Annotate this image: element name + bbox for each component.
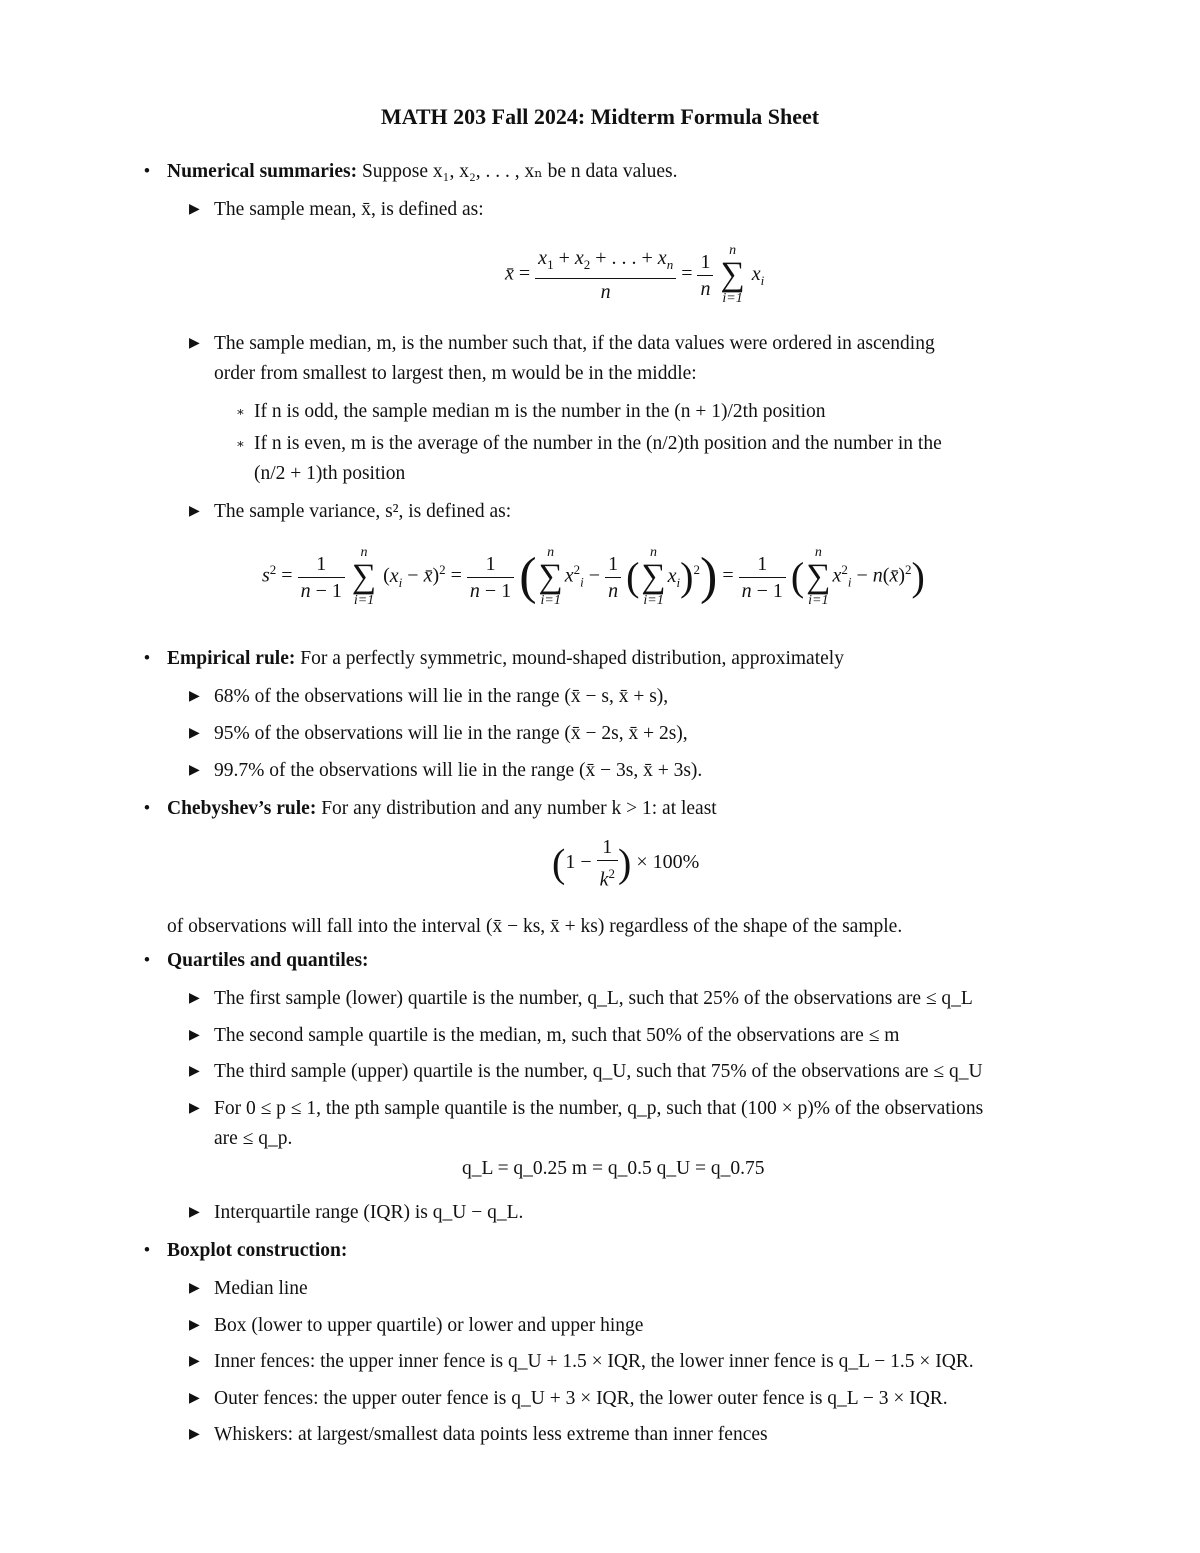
quartile-item-continuation: are ≤ q_p. [214,1128,293,1149]
numerical-summaries-line [167,158,678,186]
bullet-icon: • [143,648,151,669]
numerical-intro: Suppose x₁, x₂, . . . , xₙ be n data values. [361,161,678,182]
boxplot-heading-text: Boxplot construction: [167,1240,348,1261]
quartiles-heading-text: Quartiles and quantiles: [167,950,369,971]
boxplot-item: Outer fences: the upper outer fence is q_U + 3 × IQR, the lower outer fence is q_L − 3 × IQR. [214,1388,948,1409]
sample-variance-formula: $s^2$ = $\frac{1}{n - 1}$ n ∑ i=1 ($x_i$ − x̄)$^2$ = $\frac{1}{n - 1}$ ( n ∑ i=1 $x^2_i$ − $\frac{1}{n}$ ( n ∑ i=1 $x_i)^2$) = $\frac{1}{n - 1}$ ( n ∑ i=1 $x^2_i$ − n(x̄)$^2$) [262,545,925,608]
bullet-icon: • [143,950,151,971]
sample-mean-line: The sample mean, x̄, is defined as: [214,199,484,220]
triangle-bullet-icon: ▶ [189,1427,200,1442]
sample-median-line-2: order from smallest to largest then, m would be in the middle: [214,363,697,384]
chebyshev-formula-suffix: × 100% [636,850,700,873]
sample-median-line-1: The sample median, m, is the number such that, if the data values were ordered in ascending [214,333,935,354]
triangle-bullet-icon: ▶ [189,1205,200,1220]
triangle-bullet-icon: ▶ [189,1101,200,1116]
empirical-intro: For a perfectly symmetric, mound-shaped distribution, approximately [300,648,844,669]
section-heading-empirical: Empirical rule: [167,648,296,669]
triangle-bullet-icon: ▶ [189,336,200,351]
sample-mean-formula: x̄ = $\frac{x_1 + x_2 + . . . + x_n}{n}$ = $\frac{1}{n}$ n ∑ i=1 $x_i$ [505,243,765,306]
boxplot-item: Inner fences: the upper inner fence is q_U + 1.5 × IQR, the lower inner fence is q_L − 1.5 × IQR. [214,1351,974,1372]
median-odd-rule: If n is odd, the sample median m is the number in the (n + 1)/2th position [254,401,826,422]
empirical-item: 95% of the observations will lie in the range (x̄ − 2s, x̄ + 2s), [214,723,688,744]
triangle-bullet-icon: ▶ [189,202,200,217]
boxplot-item: Whiskers: at largest/smallest data points less extreme than inner fences [214,1424,768,1445]
triangle-bullet-icon: ▶ [189,1391,200,1406]
section-heading-quartiles [167,947,369,975]
chebyshev-formula: (1 − $\frac{1}{k^2}$ ) × 100% [552,836,700,891]
section-heading-numerical: Numerical summaries: [167,161,358,182]
quartile-item: The first sample (lower) quartile is the number, q_L, such that 25% of the observations are ≤ q_L [214,988,973,1009]
chebyshev-intro: For any distribution and any number k > 1: at least [321,798,717,819]
star-bullet-icon: ∗ [236,436,245,451]
quartile-item: The third sample (upper) quartile is the number, q_U, such that 75% of the observations are ≤ q_U [214,1061,983,1082]
empirical-rule-line [167,645,844,673]
triangle-bullet-icon: ▶ [189,1281,200,1296]
sample-variance-line: The sample variance, s², is defined as: [214,501,512,522]
bullet-icon: • [143,798,151,819]
page-title: MATH 203 Fall 2024: Midterm Formula Sheet [380,104,820,129]
quantile-formula: q_L = q_0.25 m = q_0.5 q_U = q_0.75 [462,1158,765,1179]
median-even-rule-2: (n/2 + 1)th position [254,463,406,484]
iqr-line: Interquartile range (IQR) is q_U − q_L. [214,1202,524,1223]
triangle-bullet-icon: ▶ [189,991,200,1006]
quartile-item: For 0 ≤ p ≤ 1, the pth sample quantile is the number, q_p, such that (100 × p)% of the observations [214,1098,984,1119]
triangle-bullet-icon: ▶ [189,1028,200,1043]
chebyshev-rule-line [167,795,717,823]
triangle-bullet-icon: ▶ [189,763,200,778]
median-even-rule-1: If n is even, m is the average of the number in the (n/2)th position and the number in the [254,433,942,454]
triangle-bullet-icon: ▶ [189,1318,200,1333]
star-bullet-icon: ∗ [236,404,245,419]
boxplot-item: Box (lower to upper quartile) or lower and upper hinge [214,1315,644,1336]
section-heading-chebyshev: Chebyshev’s rule: [167,798,317,819]
triangle-bullet-icon: ▶ [189,504,200,519]
triangle-bullet-icon: ▶ [189,1064,200,1079]
bullet-icon: • [143,161,151,182]
triangle-bullet-icon: ▶ [189,726,200,741]
chebyshev-after-line: of observations will fall into the interval (x̄ − ks, x̄ + ks) regardless of the shape of the sample. [167,916,903,937]
section-heading-boxplot [167,1237,347,1265]
boxplot-item: Median line [214,1278,308,1299]
triangle-bullet-icon: ▶ [189,1354,200,1369]
triangle-bullet-icon: ▶ [189,689,200,704]
quartile-item: The second sample quartile is the median, m, such that 50% of the observations are ≤ m [214,1025,900,1046]
empirical-item: 68% of the observations will lie in the range (x̄ − s, x̄ + s), [214,686,669,707]
bullet-icon: • [143,1240,151,1261]
empirical-item: 99.7% of the observations will lie in the range (x̄ − 3s, x̄ + 3s). [214,760,703,781]
